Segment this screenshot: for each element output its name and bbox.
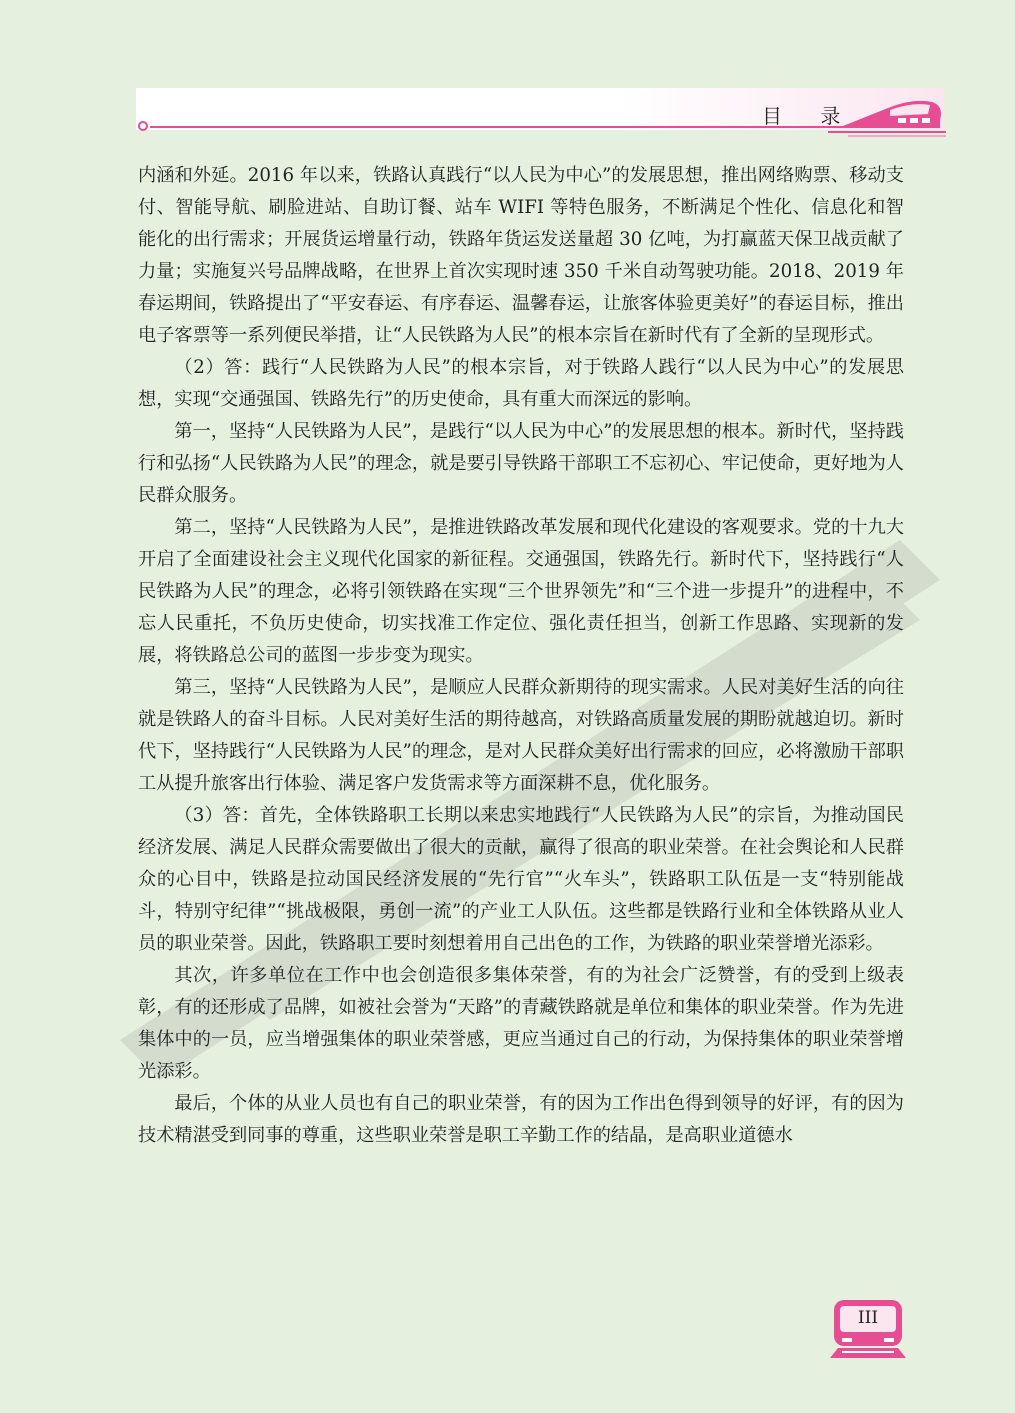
header-dot <box>138 121 148 131</box>
paragraph-1: 内涵和外延。2016 年以来，铁路认真践行“以人民为中心”的发展思想，推出网络购票、移动支付、智能导航、刷脸进站、自助订餐、站车 WIFI 等特色服务，不断满足个性化、信息化和智能化的出行需求；开展货运增量行动，铁路年货运发送量超 30 亿吨，为打赢蓝天保卫战贡献了力量；实施复兴号品牌战略，在世界上首次实现时速 350 千米自动驾驶功能。2018、2019 年春运期间，铁路提出了“平安春运、有序春运、温馨春运，让旅客体验更美好”的春运目标，推出电子客票等一系列便民举措，让“人民铁路为人民”的根本宗旨在新时代有了全新的呈现形式。 <box>138 165 904 346</box>
paragraph-3: 第一，坚持“人民铁路为人民”，是践行“以人民为中心”的发展思想的根本。新时代，坚持践行和弘扬“人民铁路为人民”的理念，就是要引导铁路干部职工不忘初心、牢记使命，更好地为人民群众服务。 <box>138 421 904 506</box>
paragraph-4: 第二，坚持“人民铁路为人民”，是推进铁路改革发展和现代化建设的客观要求。党的十九大开启了全面建设社会主义现代化国家的新征程。交通强国，铁路先行。新时代下，坚持践行“人民铁路为人民”的理念，必将引领铁路在实现“三个世界领先”和“三个进一步提升”的进程中，不忘人民重托，不负历史使命，切实找准工作定位、强化责任担当，创新工作思路、实现新的发展，将铁路总公司的蓝图一步步变为现实。 <box>138 517 904 666</box>
page-title: 目 录 <box>762 104 857 128</box>
body-text <box>138 160 904 1152</box>
paragraph-7: 其次，许多单位在工作中也会创造很多集体荣誉，有的为社会广泛赞誉，有的受到上级表彰，有的还形成了品牌，如被社会誉为“天路”的青藏铁路就是单位和集体的职业荣誉。作为先进集体中的一员，应当增强集体的职业荣誉感，更应当通过自己的行动，为保持集体的职业荣誉增光添彩。 <box>138 965 904 1082</box>
paragraph-5: 第三，坚持“人民铁路为人民”，是顺应人民群众新期待的现实需求。人民对美好生活的向往就是铁路人的奋斗目标。人民对美好生活的期待越高，对铁路高质量发展的期盼就越迫切。新时代下，坚持践行“人民铁路为人民”的理念，是对人民群众美好出行需求的回应，必将激励干部职工从提升旅客出行体验、满足客户发货需求等方面深耕不息，优化服务。 <box>138 677 904 794</box>
paragraph-6: （3）答：首先，全体铁路职工长期以来忠实地践行“人民铁路为人民”的宗旨，为推动国民经济发展、满足人民群众需要做出了很大的贡献，赢得了很高的职业荣誉。在社会舆论和人民群众的心目中，铁路是拉动国民经济发展的“先行官”“火车头”，铁路职工队伍是一支“特别能战斗，特别守纪律”“挑战极限，勇创一流”的产业工人队伍。这些都是铁路行业和全体铁路从业人员的职业荣誉。因此，铁路职工要时刻想着用自己出色的工作，为铁路的职业荣誉增光添彩。 <box>138 805 904 954</box>
paragraph-8: 最后，个体的从业人员也有自己的职业荣誉，有的因为工作出色得到领导的好评，有的因为技术精湛受到同事的尊重，这些职业荣誉是职工辛勤工作的结晶，是高职业道德水 <box>138 1093 904 1146</box>
paragraph-2: （2）答：践行“人民铁路为人民”的根本宗旨，对于铁路人践行“以人民为中心”的发展思想，实现“交通强国、铁路先行”的历史使命，具有重大而深远的影响。 <box>138 357 904 410</box>
page-number: III <box>857 1308 879 1328</box>
header-rule <box>150 126 850 128</box>
train-icon <box>828 86 948 142</box>
